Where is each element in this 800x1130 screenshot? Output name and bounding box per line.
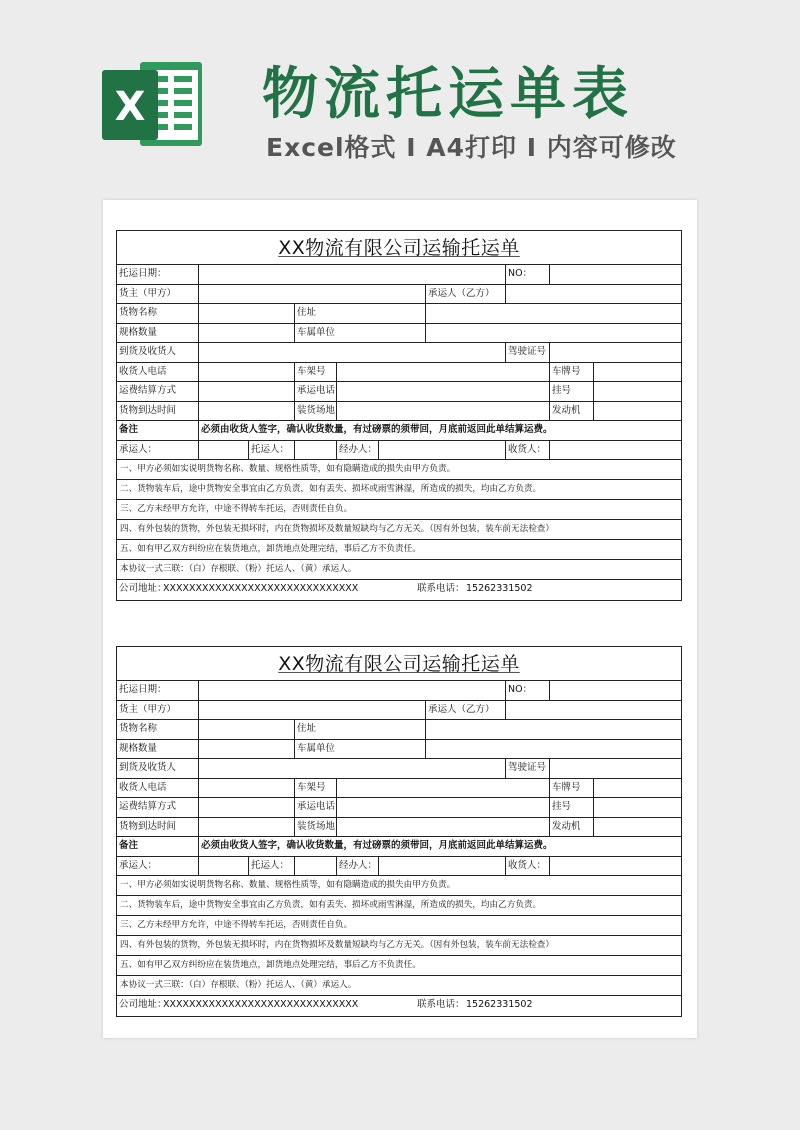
row-company [117,996,681,1016]
row-spec-qty [117,324,681,344]
vehicle-owner-label: 车属单位 [295,324,426,343]
row-ship-date [117,681,681,701]
goods-name-field[interactable] [199,304,295,323]
engine-field[interactable] [594,402,681,421]
row-payment [117,382,681,402]
carrier-phone-field[interactable] [337,798,550,817]
row-goods-name [117,720,681,740]
term-row [117,876,681,896]
sig-carrier-label: 托运人： [249,441,295,460]
term-text: 一、甲方必须如实说明货物名称、数量、规格性质等，如有隐瞒造成的损失由甲方负责。 [120,880,456,890]
vehicle-owner-label: 车属单位 [295,740,426,759]
term-row [117,540,681,560]
term-row [117,956,681,976]
carrier-field[interactable] [506,701,681,720]
payment-field[interactable] [199,798,295,817]
payment-label: 运费结算方式 [117,382,199,401]
arrival-time-label: 货物到达时间 [117,402,199,421]
ship-date-label: 托运日期： [117,265,199,284]
row-company [117,580,681,600]
sig-carrier-field[interactable] [295,857,337,876]
shipper-label: 货主（甲方） [117,701,199,720]
trailer-field[interactable] [594,798,681,817]
row-signatures [117,857,681,877]
contact-phone: 15262331502 [466,999,533,1010]
contact-label: 联系电话： [417,999,465,1010]
form-title: XX物流有限公司运输托运单 [117,647,681,681]
term-text: 五、如有甲乙双方纠纷应在装货地点，卸货地点处理完结，事后乙方不负责任。 [120,960,421,970]
row-spec-qty [117,740,681,760]
dest-receiver-field[interactable] [199,343,506,362]
carrier-field[interactable] [506,285,681,304]
engine-label: 发动机 [550,402,594,421]
loading-site-field[interactable] [337,818,550,837]
row-remark [117,837,681,857]
term-row [117,520,681,540]
term-text: 二、货物装车后，途中货物安全事宜由乙方负责，如有丢失、损坏或雨雪淋湿，所造成的损失，均由乙方负责。 [120,900,542,910]
plate-field[interactable] [594,779,681,798]
license-field[interactable] [550,343,681,362]
trailer-field[interactable] [594,382,681,401]
engine-field[interactable] [594,818,681,837]
row-signatures [117,441,681,461]
contact-label: 联系电话： [417,583,465,594]
row-destination [117,759,681,779]
vehicle-owner-field[interactable] [426,324,681,343]
copies-text: 本协议一式三联：（白）存根联、（粉）托运人、（黄）承运人。 [120,564,357,574]
company-address-label: 公司地址： [119,999,167,1010]
receiver-phone-label: 收货人电话 [117,779,199,798]
term-row [117,500,681,520]
term-row [117,936,681,956]
term-text: 五、如有甲乙双方纠纷应在装货地点，卸货地点处理完结，事后乙方不负责任。 [120,544,421,554]
frame-no-label: 车架号 [295,363,337,382]
goods-name-field[interactable] [199,720,295,739]
row-receiver-phone [117,779,681,799]
row-remark [117,421,681,441]
term-text: 四、有外包装的货物，外包装无损坏时，内在货物损坏及数量短缺均与乙方无关。（因有外包装，装车前无法检查） [120,940,554,950]
sig-carrier-field[interactable] [295,441,337,460]
carrier-phone-label: 承运电话 [295,798,337,817]
row-goods-name [117,304,681,324]
license-label: 驾驶证号 [506,343,550,362]
term-text: 一、甲方必须如实说明货物名称、数量、规格性质等，如有隐瞒造成的损失由甲方负责。 [120,464,456,474]
no-label: NO： [506,265,550,284]
row-receiver-phone [117,363,681,383]
loading-site-label: 装货场地 [295,402,337,421]
sig-consignor-field[interactable] [199,857,249,876]
payment-field[interactable] [199,382,295,401]
term-row [117,916,681,936]
carrier-label: 承运人（乙方） [426,701,506,720]
frame-no-field[interactable] [337,779,550,798]
company-address: XXXXXXXXXXXXXXXXXXXXXXXXXXXXXX [163,583,359,594]
goods-name-label: 货物名称 [117,720,199,739]
engine-label: 发动机 [550,818,594,837]
row-destination [117,343,681,363]
receiver-phone-field[interactable] [199,363,295,382]
dest-receiver-label: 到货及收货人 [117,759,199,778]
vehicle-owner-field[interactable] [426,740,681,759]
waybill-form [116,230,682,601]
carrier-label: 承运人（乙方） [426,285,506,304]
receiver-phone-field[interactable] [199,779,295,798]
carrier-phone-label: 承运电话 [295,382,337,401]
spec-qty-label: 规格数量 [117,740,199,759]
arrival-time-field[interactable] [199,818,295,837]
shipper-field[interactable] [199,285,426,304]
row-arrival-time [117,402,681,422]
term-row [117,480,681,500]
term-text: 三、乙方未经甲方允许，中途不得转车托运，否则责任自负。 [120,504,353,514]
payment-label: 运费结算方式 [117,798,199,817]
license-label: 驾驶证号 [506,759,550,778]
dest-receiver-field[interactable] [199,759,506,778]
contact-phone: 15262331502 [466,583,533,594]
row-shipper [117,701,681,721]
remark-text: 必须由收货人签字，确认收货数量，有过磅票的须带回，月底前返回此单结算运费。 [201,424,553,435]
page-title: 物流托运单表 [262,62,634,127]
arrival-time-field[interactable] [199,402,295,421]
sig-consignor-field[interactable] [199,441,249,460]
spec-qty-label: 规格数量 [117,324,199,343]
address-field[interactable] [426,304,681,323]
ship-date-label: 托运日期： [117,681,199,700]
header [0,0,800,190]
sig-handler-label: 经办人： [337,441,379,460]
term-text: 四、有外包装的货物，外包装无损坏时，内在货物损坏及数量短缺均与乙方无关。（因有外包装，装车前无法检查） [120,524,554,534]
address-label: 住址 [295,720,426,739]
carrier-phone-field[interactable] [337,382,550,401]
remark-label: 备注 [117,837,199,856]
ship-date-field[interactable] [199,681,506,700]
row-arrival-time [117,818,681,838]
no-label: NO： [506,681,550,700]
row-ship-date [117,265,681,285]
form-title: XX物流有限公司运输托运单 [117,231,681,265]
plate-field[interactable] [594,363,681,382]
excel-icon [102,56,206,152]
plate-label: 车牌号 [550,363,594,382]
spec-qty-field[interactable] [199,740,295,759]
term-text: 三、乙方未经甲方允许，中途不得转车托运，否则责任自负。 [120,920,353,930]
dest-receiver-label: 到货及收货人 [117,343,199,362]
excel-logo-letter: X [114,84,146,130]
company-address-label: 公司地址： [119,583,167,594]
no-field[interactable] [550,681,681,700]
trailer-label: 挂号 [550,798,594,817]
remark-label: 备注 [117,421,199,440]
arrival-time-label: 货物到达时间 [117,818,199,837]
receiver-phone-label: 收货人电话 [117,363,199,382]
row-payment [117,798,681,818]
address-field[interactable] [426,720,681,739]
address-label: 住址 [295,304,426,323]
sig-handler-field[interactable] [379,441,506,460]
spec-qty-field[interactable] [199,324,295,343]
sig-receiver-label: 收货人： [506,441,550,460]
sig-consignor-label: 承运人： [117,857,199,876]
term-row [117,460,681,480]
row-shipper [117,285,681,305]
sig-handler-label: 经办人： [337,857,379,876]
copies-text: 本协议一式三联：（白）存根联、（粉）托运人、（黄）承运人。 [120,980,357,990]
shipper-label: 货主（甲方） [117,285,199,304]
sig-consignor-label: 承运人： [117,441,199,460]
plate-label: 车牌号 [550,779,594,798]
frame-no-label: 车架号 [295,779,337,798]
sig-receiver-label: 收货人： [506,857,550,876]
sig-receiver-field[interactable] [550,857,681,876]
remark-text: 必须由收货人签字，确认收货数量，有过磅票的须带回，月底前返回此单结算运费。 [201,840,553,851]
shipper-field[interactable] [199,701,426,720]
loading-site-field[interactable] [337,402,550,421]
sig-carrier-label: 托运人： [249,857,295,876]
loading-site-label: 装货场地 [295,818,337,837]
term-row [117,896,681,916]
frame-no-field[interactable] [337,363,550,382]
company-address: XXXXXXXXXXXXXXXXXXXXXXXXXXXXXX [163,999,359,1010]
license-field[interactable] [550,759,681,778]
waybill-form [116,646,682,1017]
goods-name-label: 货物名称 [117,304,199,323]
no-field[interactable] [550,265,681,284]
copies-row [117,976,681,996]
sig-handler-field[interactable] [379,857,506,876]
page-subtitle: Excel格式 I A4打印 I 内容可修改 [266,133,677,162]
trailer-label: 挂号 [550,382,594,401]
sig-receiver-field[interactable] [550,441,681,460]
term-text: 二、货物装车后，途中货物安全事宜由乙方负责，如有丢失、损坏或雨雪淋湿，所造成的损失，均由乙方负责。 [120,484,542,494]
ship-date-field[interactable] [199,265,506,284]
copies-row [117,560,681,580]
